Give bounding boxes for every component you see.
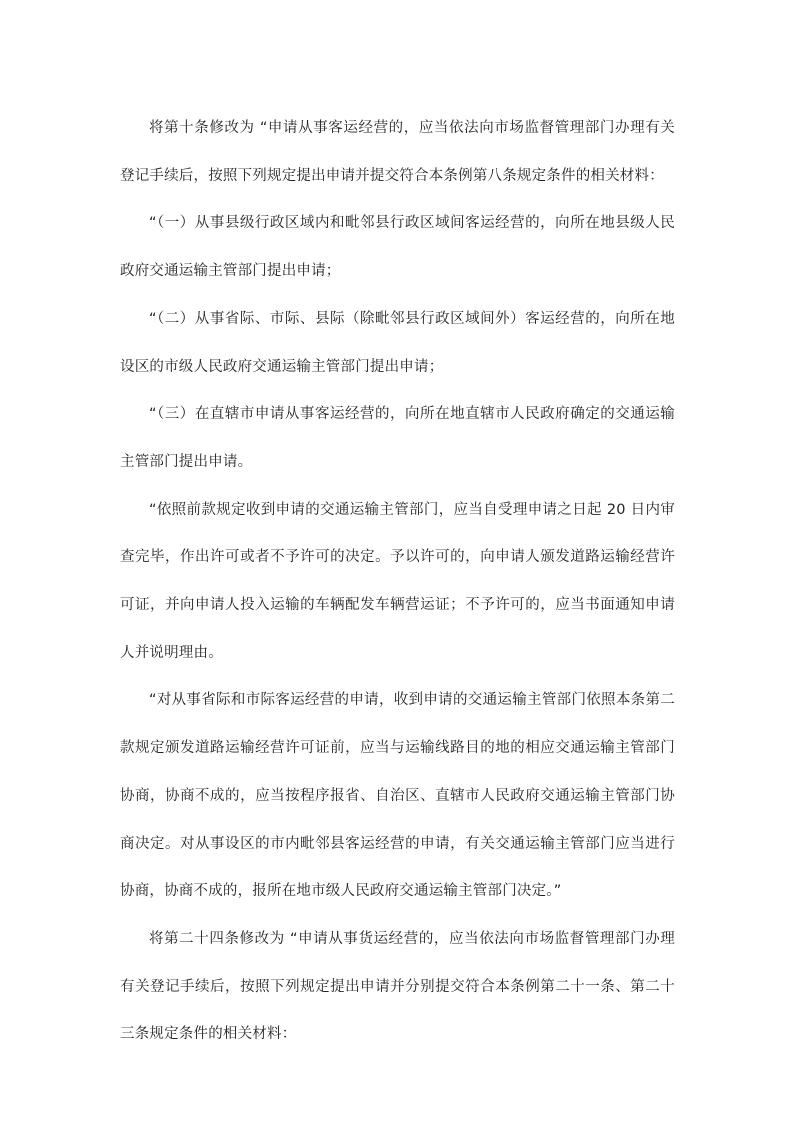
paragraph-article-10-amendment: 将第十条修改为 “申请从事客运经营的，应当依法向市场监督管理部门办理有关登记手续后，按照下列规定提出申请并提交符合本条例第八条规定条件的相关材料： (120, 120, 675, 184)
paragraph-item-3: “（三）在直辖市申请从事客运经营的，向所在地直辖市人民政府确定的交通运输主管部门提出申请。 (120, 406, 675, 470)
paragraph-item-1: “（一）从事县级行政区域内和毗邻县行政区域间客运经营的，向所在地县级人民政府交通运输主管部门提出申请； (120, 215, 675, 280)
paragraph-article-24-amendment: 将第二十四条修改为 “申请从事货运经营的，应当依法向市场监督管理部门办理有关登记手续后，按照下列规定提出申请并分别提交符合本条例第二十一条、第二十三条规定条件的相关材料： (120, 930, 675, 1043)
paragraph-review-decision: “依照前款规定收到申请的交通运输主管部门，应当自受理申请之日起 20 日内审查完毕，作出许可或者不予许可的决定。予以许可的，向申请人颁发道路运输经营许可证，并向申请人投入运输的车辆配发车辆营运证；不予许可的，应当书面通知申请人并说明理由。 (120, 501, 675, 661)
paragraph-interprovincial-consultation: “对从事省际和市际客运经营的申请，收到申请的交通运输主管部门依照本条第二款规定颁发道路运输经营许可证前，应当与运输线路目的地的相应交通运输主管部门协商，协商不成的，应当按程序报省、自治区、直辖市人民政府交通运输主管部门协商决定。对从事设区的市内毗邻县客运经营的申请，有关交通运输主管部门应当进行协商，协商不成的，报所在地市级人民政府交通运输主管部门决定。” (120, 692, 675, 900)
paragraph-item-2: “（二）从事省际、市际、县际（除毗邻县行政区域间外）客运经营的，向所在地设区的市级人民政府交通运输主管部门提出申请； (120, 310, 675, 375)
document-body (120, 105, 675, 1059)
